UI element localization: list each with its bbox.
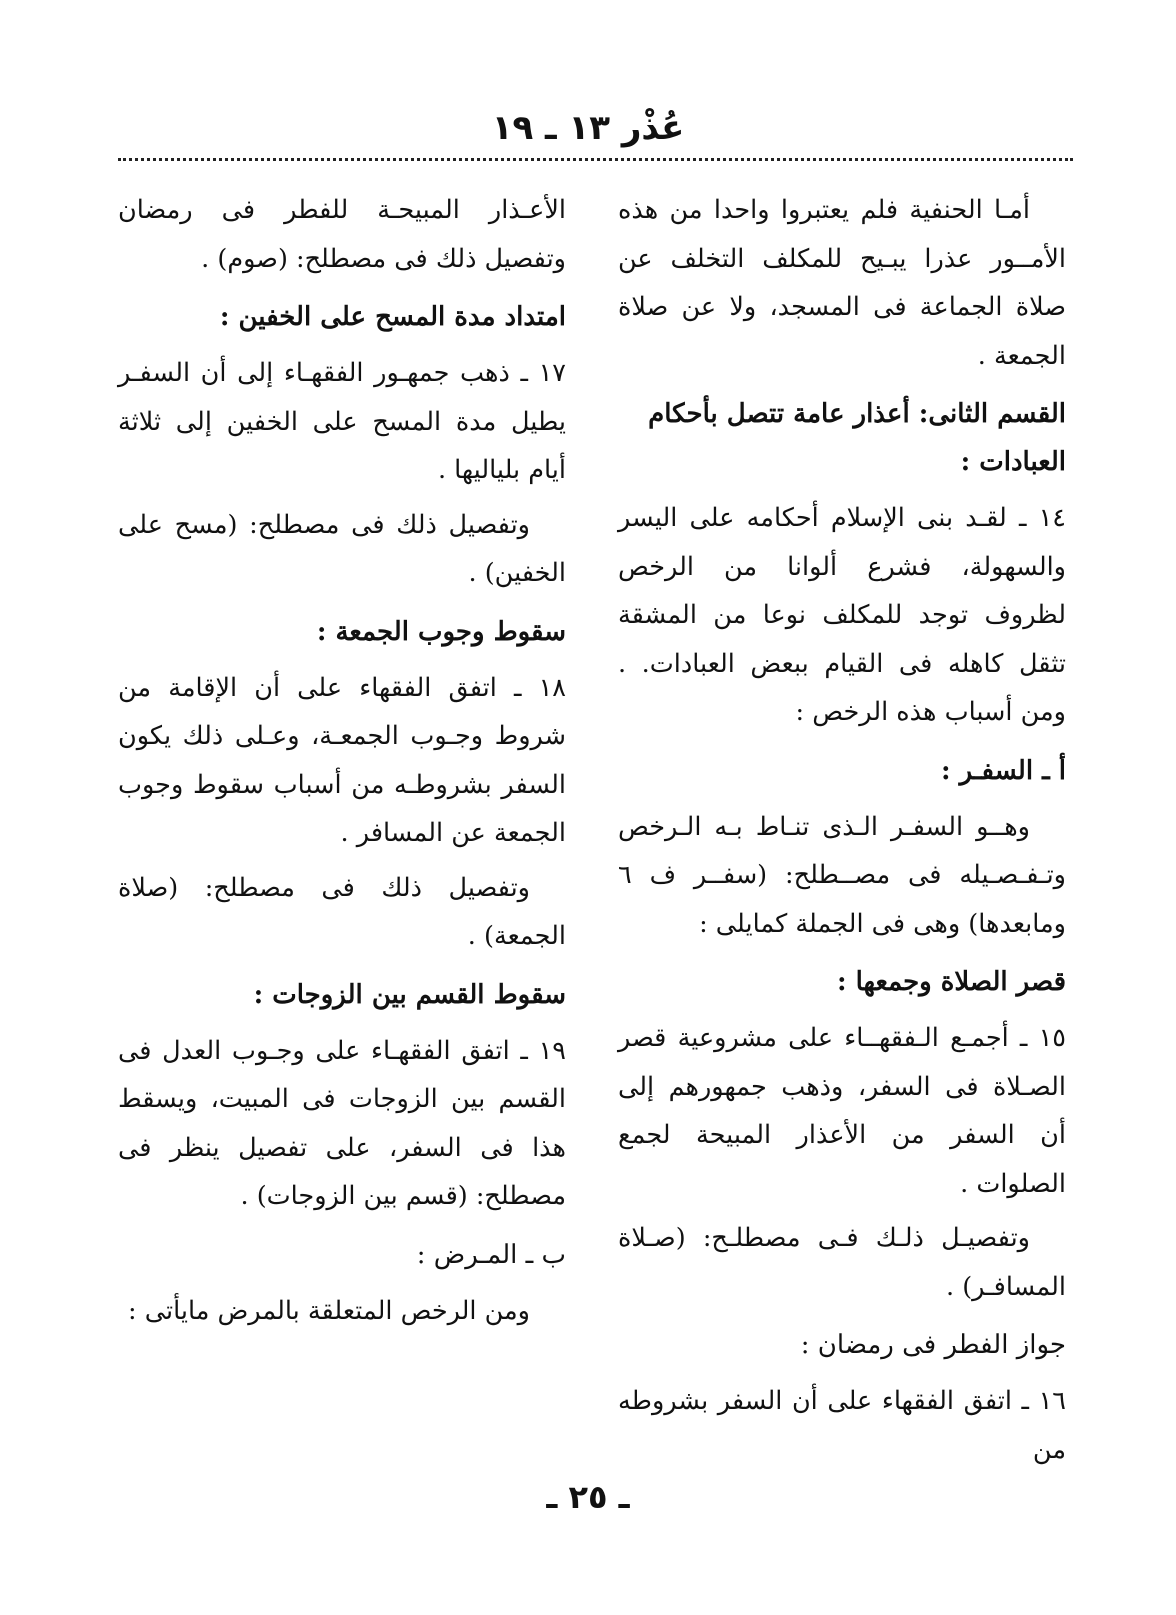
left-column: [118, 186, 566, 1341]
heading-qasr: قصر الصلاة وجمعها :: [836, 967, 1066, 997]
paragraph-16-continued: الأعـذار المبيحـة للفطر فى رمضان وتفصيل ذلك فى مصطلح: (صوم) .: [118, 195, 566, 274]
header-dotted-rule: [118, 158, 1073, 161]
paragraph-hanafi: أمـا الحنفية فلم يعتبروا واحدا من هذه الأمــور عذرا يبـيح للمكلف التخلف عن صلاة الجماعة فى المسجد، ولا عن صلاة الجمعة .: [618, 195, 1066, 371]
paragraph-15: ١٥ ـ أجمـع الـفقهــاء على مشروعية قصر الصـلاة فى السفر، وذهب جمهورهم إلى أن السفر من الأعذار المبيحة لجمع الصلوات .: [618, 1023, 1066, 1199]
running-header: عُذْر ١٣ ـ ١٩: [491, 108, 685, 148]
right-column: [618, 186, 1066, 1480]
heading-safar: أ ـ السفـر :: [940, 755, 1066, 786]
paragraph-16: ١٦ ـ اتفق الفقهاء على أن السفر بشروطه من: [618, 1386, 1066, 1465]
heading-fitr: جواز الفطر فى رمضان :: [800, 1330, 1066, 1360]
paragraph-17-reference: وتفصيل ذلك فى مصطلح: (مسح على الخفين) .: [118, 509, 566, 588]
paragraph-marad: ومن الرخص المتعلقة بالمرض مايأتى :: [128, 1295, 530, 1326]
paragraph-18-reference: وتفصيل ذلك فى مصطلح: (صلاة الجمعة) .: [118, 872, 566, 951]
paragraph-safar: وهــو السفـر الـذى تنـاط بـه الـرخص وتـفـصـيله فى مصــطلح: (سفــر ف ٦ ومابعدها) وهى فى الجملة كمايلى :: [618, 811, 1066, 939]
heading-jumua: سقوط وجوب الجمعة :: [316, 616, 566, 647]
heading-mash: امتداد مدة المسح على الخفين :: [219, 302, 566, 332]
paragraph-18: ١٨ ـ اتفق الفقهاء على أن الإقامة من شروط وجـوب الجمعـة، وعـلى ذلك يكون السفر بشروطـه من أسباب سقوط وجوب الجمعة عن المسافر .: [118, 672, 566, 848]
heading-qasm: سقوط القسم بين الزوجات :: [253, 979, 566, 1010]
paragraph-17: ١٧ ـ ذهب جمهـور الفقهـاء إلى أن السفـر يطيل مدة المسح على الخفين إلى ثلاثة أيام بلياليها .: [118, 358, 566, 485]
paragraph-19: ١٩ ـ اتفق الفقهـاء على وجـوب العدل فى القسم بين الزوجات فى المبيت، ويسقط هذا فى السفر، على تفصيل ينظر فى مصطلح: (قسم بين الزوجات) .: [118, 1035, 566, 1211]
paragraph-15-reference: وتفصيـل ذلـك فـى مصطلـح: (صـلاة المسافـر) .: [618, 1223, 1066, 1302]
paragraph-14: ١٤ ـ لقـد بنى الإسلام أحكامه على اليسر والسهولة، فشرع ألوانا من الرخص لظروف توجد للمكلف نوعا من المشقة تثقل كاهله فى القيام ببعض العبادات. . ومن أسباب هذه الرخص :: [618, 503, 1066, 727]
heading-section-two: القسم الثانى: أعذار عامة تتصل بأحكام العبادات :: [648, 399, 1066, 477]
heading-marad: ب ـ المـرض :: [416, 1239, 566, 1270]
page-number: ـ ٢٥ ـ: [546, 1478, 630, 1516]
